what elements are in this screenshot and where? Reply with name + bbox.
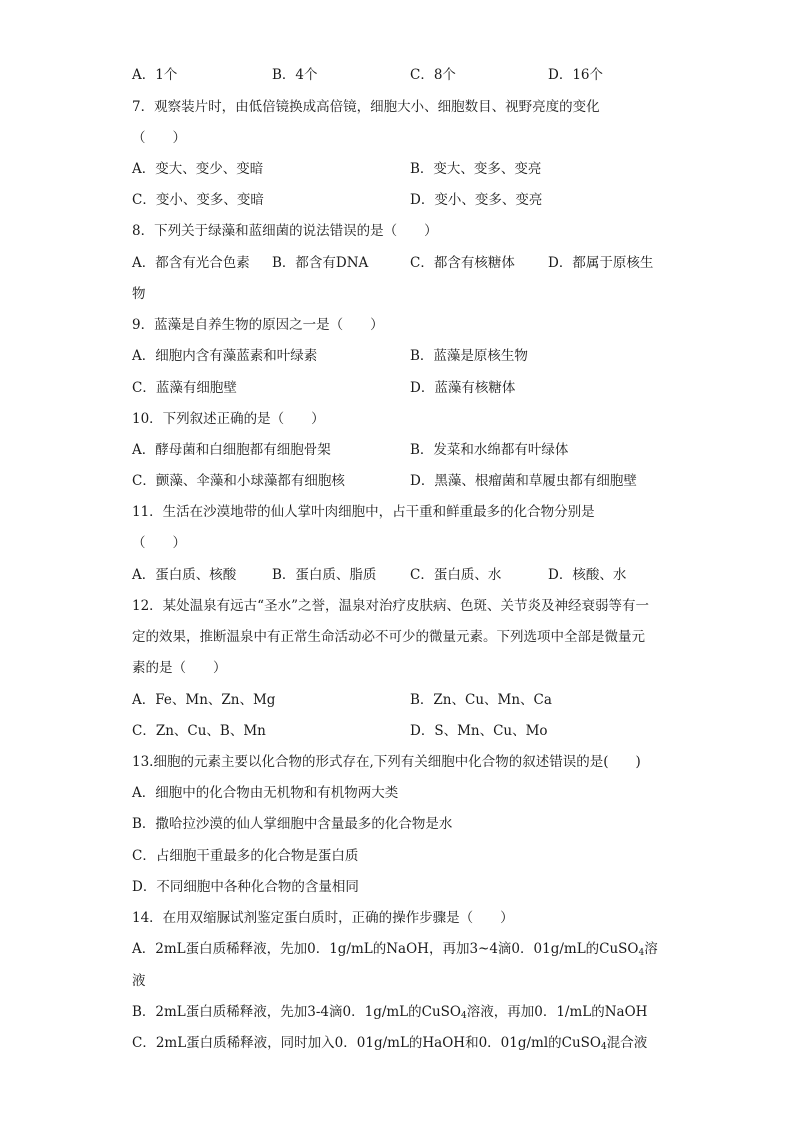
q8-options [132, 252, 692, 274]
q10-option-d[interactable]: D．黑藻、根瘤菌和草履虫都有细胞壁 [410, 473, 637, 489]
q11-option-c[interactable]: C．蛋白质、水 [410, 567, 502, 583]
q6-option-b[interactable]: B．4个 [272, 67, 318, 83]
q10-option-b[interactable]: B．发菜和水绵都有叶绿体 [410, 442, 569, 458]
q14-stem: 14．在用双缩脲试剂鉴定蛋白质时，正确的操作步骤是（ ） [132, 910, 514, 926]
q8-option-d-continuation: 物 [132, 286, 146, 302]
q14-option-c[interactable] [132, 1032, 692, 1054]
q9-option-c[interactable]: C．蓝藻有细胞壁 [132, 380, 237, 396]
q14-option-a-tail: 溶 [644, 941, 658, 957]
q14-option-a[interactable] [132, 938, 692, 960]
q8-option-c[interactable]: C．都含有核糖体 [410, 255, 515, 271]
q6-option-a[interactable]: A．1个 [132, 67, 178, 83]
q14-option-b-tail: 溶液，再加0．1/mL的NaOH [466, 1004, 648, 1020]
q6-options [132, 64, 692, 86]
q7-options-row2 [132, 189, 692, 211]
q11-options [132, 564, 692, 586]
q11-paren: （ ） [132, 535, 186, 551]
q12-option-b[interactable]: B．Zn、Cu、Mn、Ca [410, 692, 552, 708]
q10-options-row2 [132, 470, 692, 492]
q13-option-a[interactable]: A．细胞中的化合物由无机物和有机物两大类 [132, 785, 399, 801]
q13-stem: 13.细胞的元素主要以化合物的形式存在,下列有关细胞中化合物的叙述错误的是( ) [132, 754, 641, 770]
q8-option-a[interactable]: A．都含有光合色素 [132, 255, 250, 271]
q7-stem: 7．观察装片时，由低倍镜换成高倍镜，细胞大小、细胞数目、视野亮度的变化 [132, 99, 600, 115]
q14-option-b-sub: 4 [461, 1011, 467, 1021]
q8-stem: 8．下列关于绿藻和蓝细菌的说法错误的是（ ） [132, 223, 438, 239]
q12-stem-line3: 素的是（ ） [132, 660, 227, 676]
q14-option-a-text: A．2mL蛋白质稀释液，先加0．1g/mL的NaOH，再加3~4滴0．01g/mL的CuSO [132, 941, 639, 957]
q14-option-c-sub: 4 [601, 1042, 607, 1052]
q14-option-c-text: C．2mL蛋白质稀释液，同时加入0．01g/mL的HaOH和0．01g/ml的CuSO [132, 1035, 601, 1051]
q10-option-a[interactable]: A．酵母菌和白细胞都有细胞骨架 [132, 442, 331, 458]
q13-option-d[interactable]: D．不同细胞中各种化合物的含量相同 [132, 879, 359, 895]
q9-option-b[interactable]: B．蓝藻是原核生物 [410, 348, 528, 364]
q7-paren: （ ） [132, 130, 186, 146]
q9-stem: 9．蓝藻是自养生物的原因之一是（ ） [132, 317, 384, 333]
q9-options-row1 [132, 345, 692, 367]
q8-option-b[interactable]: B．都含有DNA [272, 255, 369, 271]
q12-option-d[interactable]: D．S、Mn、Cu、Mo [410, 723, 548, 739]
q13-option-c[interactable]: C．占细胞干重最多的化合物是蛋白质 [132, 848, 359, 864]
q12-options-row2 [132, 720, 692, 742]
q9-option-a[interactable]: A．细胞内含有藻蓝素和叶绿素 [132, 348, 318, 364]
q7-options-row1 [132, 158, 692, 180]
q14-option-b[interactable] [132, 1001, 692, 1023]
q7-option-c[interactable]: C．变小、变多、变暗 [132, 192, 264, 208]
q11-option-b[interactable]: B．蛋白质、脂质 [272, 567, 377, 583]
q9-option-d[interactable]: D．蓝藻有核糖体 [410, 380, 516, 396]
q12-options-row1 [132, 689, 692, 711]
q14-option-b-text: B．2mL蛋白质稀释液，先加3-4滴0．1g/mL的CuSO [132, 1004, 461, 1020]
q10-options-row1 [132, 439, 692, 461]
q14-option-c-tail: 混合液 [606, 1035, 648, 1051]
q11-option-a[interactable]: A．蛋白质、核酸 [132, 567, 237, 583]
q7-option-a[interactable]: A．变大、变少、变暗 [132, 161, 264, 177]
q7-option-d[interactable]: D．变小、变多、变亮 [410, 192, 543, 208]
q6-option-d[interactable]: D．16个 [548, 67, 604, 83]
q10-option-c[interactable]: C．颤藻、伞藻和小球藻都有细胞核 [132, 473, 345, 489]
q12-option-c[interactable]: C．Zn、Cu、B、Mn [132, 723, 266, 739]
q8-option-d[interactable]: D．都属于原核生 [548, 255, 654, 271]
q11-stem: 11．生活在沙漠地带的仙人掌叶肉细胞中，占干重和鲜重最多的化合物分别是 [132, 504, 595, 520]
q7-option-b[interactable]: B．变大、变多、变亮 [410, 161, 542, 177]
q14-option-a-continuation: 液 [132, 973, 146, 989]
q14-option-a-sub: 4 [638, 948, 645, 958]
q10-stem: 10．下列叙述正确的是（ ） [132, 411, 325, 427]
q11-option-d[interactable]: D．核酸、水 [548, 567, 627, 583]
q12-stem-line1: 12．某处温泉有远古“圣水”之誉，温泉对治疗皮肤病、色斑、关节炎及神经衰弱等有一 [132, 598, 649, 614]
q12-stem-line2: 定的效果，推断温泉中有正常生命活动必不可少的微量元素。下列选项中全部是微量元 [132, 629, 645, 645]
q6-option-c[interactable]: C．8个 [410, 67, 456, 83]
q13-option-b[interactable]: B．撒哈拉沙漠的仙人掌细胞中含量最多的化合物是水 [132, 816, 453, 832]
q9-options-row2 [132, 377, 692, 399]
q12-option-a[interactable]: A．Fe、Mn、Zn、Mg [132, 692, 276, 708]
